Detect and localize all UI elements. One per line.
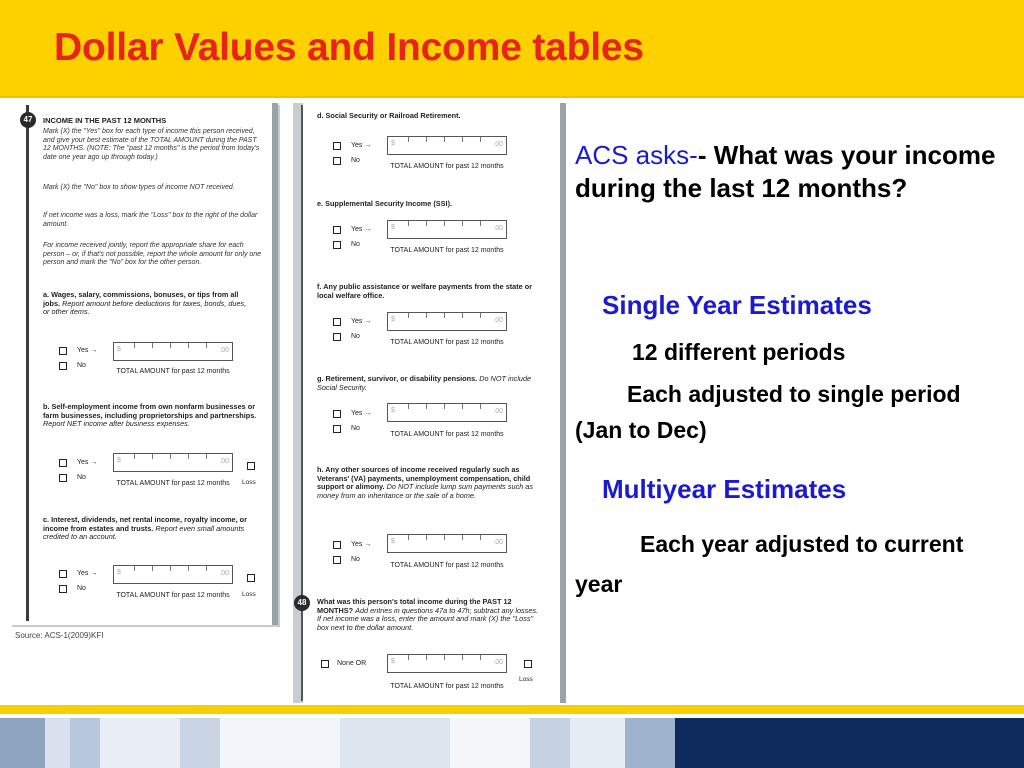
instruction: Mark (X) the "Yes" box for each type of income this person received, and give your best estimate of the TOTAL AMOUNT during the PAST 12 MONTHS. (NOTE: The "past 12 months" is the period from today's date one year ago up through today.) bbox=[43, 128, 260, 161]
no-checkbox[interactable] bbox=[333, 425, 341, 433]
question-47e: e. Supplemental Security Income (SSI). bbox=[317, 199, 453, 208]
yes-checkbox[interactable] bbox=[333, 541, 341, 549]
acs-question-text bbox=[575, 139, 1015, 205]
amount-field[interactable]: $ .00 bbox=[387, 136, 507, 155]
amount-field[interactable]: $ .00 bbox=[387, 220, 507, 239]
yes-checkbox[interactable] bbox=[333, 410, 341, 418]
slide-title: Dollar Values and Income tables bbox=[54, 26, 644, 69]
multiyear-point-1: Each year adjusted to current year bbox=[575, 531, 964, 597]
question-47-badge: 47 bbox=[20, 112, 36, 128]
form-right-column bbox=[293, 103, 566, 703]
question-47d: d. Social Security or Railroad Retirement. bbox=[317, 111, 461, 120]
yes-checkbox[interactable] bbox=[333, 318, 341, 326]
total-amount-label: TOTAL AMOUNT for past 12 months bbox=[116, 592, 230, 599]
question-47g: g. Retirement, survivor, or disability pensions. Do NOT include Social Security. bbox=[317, 374, 532, 392]
yes-checkbox[interactable] bbox=[59, 347, 67, 355]
no-checkbox[interactable] bbox=[59, 585, 67, 593]
no-checkbox[interactable] bbox=[59, 362, 67, 370]
yes-label: Yes → bbox=[77, 459, 98, 466]
no-label: No bbox=[351, 241, 360, 248]
yes-checkbox[interactable] bbox=[333, 142, 341, 150]
total-amount-label: TOTAL AMOUNT for past 12 months bbox=[116, 368, 230, 375]
yes-label: Yes → bbox=[77, 570, 98, 577]
footer-band bbox=[0, 705, 1024, 768]
no-checkbox[interactable] bbox=[333, 556, 341, 564]
no-label: No bbox=[77, 362, 86, 369]
question-48-badge: 48 bbox=[294, 595, 310, 611]
yes-label: Yes → bbox=[351, 318, 372, 325]
multiyear-heading: Multiyear Estimates bbox=[602, 474, 847, 504]
amount-field[interactable]: $ .00 bbox=[113, 342, 233, 361]
loss-label: Loss bbox=[519, 676, 533, 683]
no-checkbox[interactable] bbox=[333, 157, 341, 165]
yes-label: Yes → bbox=[351, 410, 372, 417]
total-amount-label: TOTAL AMOUNT for past 12 months bbox=[390, 247, 504, 254]
yes-checkbox[interactable] bbox=[333, 226, 341, 234]
acs-question: - What was your income during the last 12 months? bbox=[575, 140, 996, 203]
instruction: For income received jointly, report the appropriate share for each person – or, if that's not possible, report the whole amount for only one person and mark the "No" box for the other person. bbox=[43, 242, 262, 266]
total-amount-label: TOTAL AMOUNT for past 12 months bbox=[390, 431, 504, 438]
single-year-point-1: 12 different periods bbox=[632, 339, 846, 365]
yes-label: Yes → bbox=[77, 347, 98, 354]
yes-checkbox[interactable] bbox=[59, 459, 67, 467]
no-label: No bbox=[351, 425, 360, 432]
yes-label: Yes → bbox=[351, 142, 372, 149]
no-checkbox[interactable] bbox=[333, 241, 341, 249]
acs-asks-label: ACS asks- bbox=[575, 140, 698, 170]
question-47b: b. Self-employment income from own nonfarm businesses or farm businesses, including proprietorships and partnerships. Report NET income after business expenses. bbox=[43, 402, 257, 428]
amount-field[interactable]: $ .00 bbox=[113, 453, 233, 472]
yes-checkbox[interactable] bbox=[59, 570, 67, 578]
none-or-label: None OR bbox=[337, 660, 367, 667]
source-note: Source: ACS-1(2009)KFI bbox=[15, 631, 104, 640]
no-label: No bbox=[351, 333, 360, 340]
none-or-checkbox[interactable] bbox=[321, 660, 329, 668]
yes-label: Yes → bbox=[351, 541, 372, 548]
total-amount-label: TOTAL AMOUNT for past 12 months bbox=[390, 683, 504, 690]
loss-checkbox[interactable] bbox=[247, 574, 255, 582]
form-rule bbox=[301, 105, 303, 701]
loss-checkbox[interactable] bbox=[247, 462, 255, 470]
form-left-column bbox=[10, 103, 278, 625]
no-label: No bbox=[77, 585, 86, 592]
total-amount-label: TOTAL AMOUNT for past 12 months bbox=[390, 163, 504, 170]
question-47h: h. Any other sources of income received regularly such as Veterans' (VA) payments, unemployment compensation, child support or alimony. Do NOT include lump sum payments such as money from an inheritance or the sale of a home. bbox=[317, 465, 534, 500]
amount-field[interactable]: $ .00 bbox=[387, 654, 507, 673]
no-checkbox[interactable] bbox=[333, 333, 341, 341]
acs-form-excerpt bbox=[10, 103, 550, 703]
loss-checkbox[interactable] bbox=[524, 660, 532, 668]
yes-label: Yes → bbox=[351, 226, 372, 233]
no-label: No bbox=[351, 157, 360, 164]
total-amount-label: TOTAL AMOUNT for past 12 months bbox=[390, 562, 504, 569]
question-48: What was this person's total income during the PAST 12 MONTHS? Add entries in questions 47a to 47h; subtract any losses. If net income was a loss, enter the amount and mark (X) the "Loss" box next to the dollar amount. bbox=[317, 597, 539, 632]
question-47-heading: INCOME IN THE PAST 12 MONTHS bbox=[43, 116, 167, 125]
no-label: No bbox=[77, 474, 86, 481]
amount-field[interactable]: $ .00 bbox=[387, 534, 507, 553]
form-rule bbox=[26, 105, 29, 621]
total-amount-label: TOTAL AMOUNT for past 12 months bbox=[116, 480, 230, 487]
amount-field[interactable]: $ .00 bbox=[113, 565, 233, 584]
footer-yellow-stripe bbox=[0, 705, 1024, 714]
no-checkbox[interactable] bbox=[59, 474, 67, 482]
single-year-point-2: Each adjusted to single period (Jan to Dec) bbox=[575, 381, 961, 443]
instruction: Mark (X) the "No" box to show types of income NOT received. bbox=[43, 184, 235, 191]
question-47f: f. Any public assistance or welfare payments from the state or local welfare office. bbox=[317, 282, 533, 300]
amount-field[interactable]: $ .00 bbox=[387, 312, 507, 331]
amount-field[interactable]: $ .00 bbox=[387, 403, 507, 422]
instruction: If net income was a loss, mark the "Loss" box to the right of the dollar amount. bbox=[43, 212, 258, 228]
title-bar bbox=[0, 0, 1024, 98]
total-amount-label: TOTAL AMOUNT for past 12 months bbox=[390, 339, 504, 346]
single-year-heading: Single Year Estimates bbox=[602, 290, 872, 320]
loss-label: Loss bbox=[242, 591, 256, 598]
question-47c: c. Interest, dividends, net rental income, royalty income, or income from estates and trusts. Report even small amounts credited to an account. bbox=[43, 515, 247, 541]
no-label: No bbox=[351, 556, 360, 563]
question-47a: a. Wages, salary, commissions, bonuses, or tips from all jobs. Report amount before deductions for taxes, bonds, dues, or other items. bbox=[43, 290, 247, 316]
loss-label: Loss bbox=[242, 479, 256, 486]
